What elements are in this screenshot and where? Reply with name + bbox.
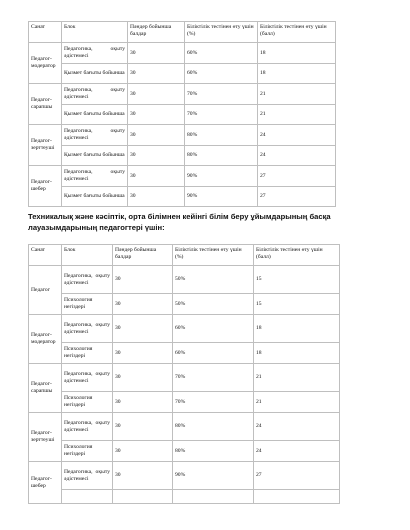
- points-cell: 30: [113, 392, 173, 413]
- table-row: [29, 43, 336, 64]
- block-cell: Педагогика, оқыту әдістемесі: [62, 125, 128, 146]
- block-cell: Педагогика, оқыту әдістемесі: [62, 84, 128, 105]
- block-cell: Қызмет бағыты бойынша: [62, 105, 128, 125]
- percent-cell: 90%: [185, 166, 258, 187]
- header-cell-block: Блок: [62, 22, 128, 43]
- percent-cell: 50%: [173, 294, 254, 315]
- percent-cell: 60%: [185, 64, 258, 84]
- score-cell: 24: [254, 413, 340, 441]
- points-cell: 30: [113, 462, 173, 490]
- block-cell: Қызмет бағыты бойынша: [62, 187, 128, 207]
- category-cell: Педагог-шебер: [29, 166, 62, 207]
- table-row: [29, 315, 340, 343]
- block-cell: Психология негіздері: [62, 392, 113, 413]
- table-row: [29, 343, 340, 364]
- percent-cell: 60%: [185, 43, 258, 64]
- percent-cell: [173, 490, 254, 504]
- score-cell: 21: [254, 392, 340, 413]
- section-heading: Техникалық және кәсіптік, орта білімнен кейінгі білім беру ұйымдарының басқа лауазымдарының педагогтері үшін:: [28, 212, 331, 232]
- table-row: [29, 364, 340, 392]
- score-cell: 21: [258, 105, 336, 125]
- block-cell: Психология негіздері: [62, 294, 113, 315]
- category-cell: Педагог-сарапшы: [29, 84, 62, 125]
- table-row: [29, 294, 340, 315]
- table-row: [29, 146, 336, 166]
- score-cell: 21: [254, 364, 340, 392]
- points-cell: 30: [113, 364, 173, 392]
- header-cell-category: Санат: [29, 245, 62, 266]
- score-cell: 24: [258, 146, 336, 166]
- percent-cell: 90%: [185, 187, 258, 207]
- block-cell: Қызмет бағыты бойынша: [62, 146, 128, 166]
- category-cell: Педагог-зерттеуші: [29, 413, 62, 462]
- points-cell: [113, 490, 173, 504]
- table-row: [29, 462, 340, 490]
- points-cell: 30: [128, 166, 185, 187]
- block-cell: Психология негіздері: [62, 343, 113, 364]
- table-row: [29, 187, 336, 207]
- points-cell: 30: [113, 441, 173, 462]
- score-cell: 15: [254, 294, 340, 315]
- percent-cell: 80%: [185, 125, 258, 146]
- qualification-table-2: [28, 244, 340, 504]
- table-row: [29, 392, 340, 413]
- score-cell: 27: [258, 166, 336, 187]
- header-cell-points: Пәндер бойынша балдар: [113, 245, 173, 266]
- points-cell: 30: [128, 146, 185, 166]
- points-cell: 30: [128, 125, 185, 146]
- table-row: [29, 125, 336, 146]
- header-cell-percent: Біліктілік тестінен өту үшін (%): [173, 245, 254, 266]
- header-cell-percent: Біліктілік тестінен өту үшін (%): [185, 22, 258, 43]
- category-cell: Педагог-зерттеуші: [29, 125, 62, 166]
- block-cell: Педагогика, оқыту әдістемесі: [62, 462, 113, 490]
- block-cell: Педагогика, оқыту әдістемесі: [62, 266, 113, 294]
- header-cell-points: Пәндер бойынша балдар: [128, 22, 185, 43]
- score-cell: 15: [254, 266, 340, 294]
- block-cell: Педагогика, оқыту әдістемесі: [62, 364, 113, 392]
- score-cell: 24: [254, 441, 340, 462]
- points-cell: 30: [128, 187, 185, 207]
- block-cell: Қызмет бағыты бойынша: [62, 64, 128, 84]
- block-cell: Педагогика, оқыту әдістемесі: [62, 166, 128, 187]
- table-row: [29, 441, 340, 462]
- table-header-row: [29, 245, 340, 266]
- block-cell: Педагогика, оқыту әдістемесі: [62, 413, 113, 441]
- score-cell: [254, 490, 340, 504]
- points-cell: 30: [113, 294, 173, 315]
- percent-cell: 50%: [173, 266, 254, 294]
- points-cell: 30: [113, 315, 173, 343]
- points-cell: 30: [128, 105, 185, 125]
- percent-cell: 70%: [185, 105, 258, 125]
- percent-cell: 70%: [173, 392, 254, 413]
- points-cell: 30: [128, 64, 185, 84]
- points-cell: 30: [113, 413, 173, 441]
- score-cell: 24: [258, 125, 336, 146]
- category-cell: Педагог-шебер: [29, 462, 62, 504]
- percent-cell: 70%: [185, 84, 258, 105]
- table-row: [29, 84, 336, 105]
- score-cell: 27: [258, 187, 336, 207]
- percent-cell: 70%: [173, 364, 254, 392]
- score-cell: 27: [254, 462, 340, 490]
- points-cell: 30: [113, 266, 173, 294]
- block-cell: Педагогика, оқыту әдістемесі: [62, 315, 113, 343]
- percent-cell: 80%: [185, 146, 258, 166]
- qualification-table-1: [28, 21, 336, 207]
- category-cell: Педагог: [29, 266, 62, 315]
- score-cell: 18: [258, 43, 336, 64]
- header-cell-score: Біліктілік тестінен өту үшін (балл): [258, 22, 336, 43]
- block-cell: Педагогика, оқыту әдістемесі: [62, 43, 128, 64]
- table-row: [29, 166, 336, 187]
- points-cell: 30: [128, 84, 185, 105]
- score-cell: 18: [258, 64, 336, 84]
- block-cell: [62, 490, 113, 504]
- score-cell: 18: [254, 343, 340, 364]
- table-row: [29, 490, 340, 504]
- category-cell: Педагог-модератор: [29, 43, 62, 84]
- table-row: [29, 266, 340, 294]
- table-header-row: [29, 22, 336, 43]
- category-cell: Педагог-сарапшы: [29, 364, 62, 413]
- table-row: [29, 64, 336, 84]
- percent-cell: 90%: [173, 462, 254, 490]
- percent-cell: 80%: [173, 441, 254, 462]
- percent-cell: 60%: [173, 315, 254, 343]
- block-cell: Психология негіздері: [62, 441, 113, 462]
- points-cell: 30: [113, 343, 173, 364]
- category-cell: Педагог-модератор: [29, 315, 62, 364]
- score-cell: 18: [254, 315, 340, 343]
- percent-cell: 80%: [173, 413, 254, 441]
- score-cell: 21: [258, 84, 336, 105]
- percent-cell: 60%: [173, 343, 254, 364]
- header-cell-category: Санат: [29, 22, 62, 43]
- table-row: [29, 105, 336, 125]
- header-cell-block: Блок: [62, 245, 113, 266]
- table-row: [29, 413, 340, 441]
- header-cell-score: Біліктілік тестінен өту үшін (балл): [254, 245, 340, 266]
- points-cell: 30: [128, 43, 185, 64]
